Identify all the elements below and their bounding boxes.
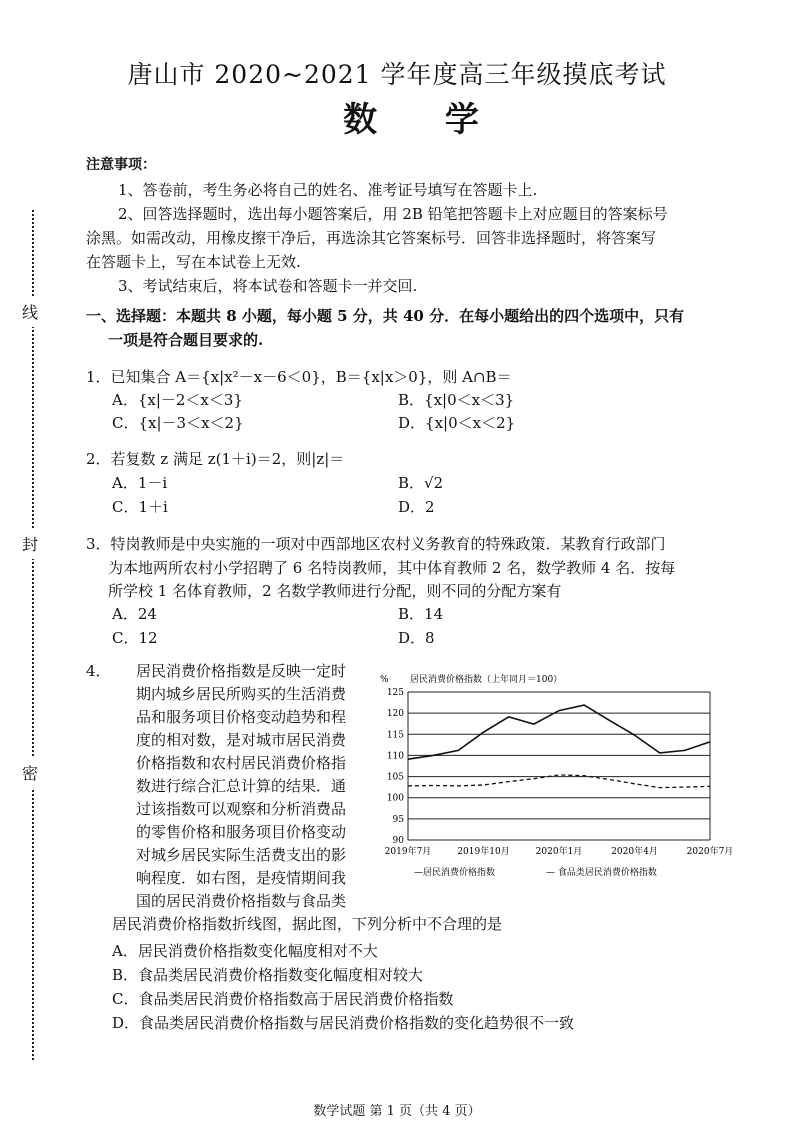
x-tick-label: 2019年7月: [384, 847, 432, 857]
q4-line: 居民消费价格指数是反映一定时: [136, 662, 347, 680]
q2-option-a: A．1－i: [112, 474, 168, 492]
q2-option-b: B．√2: [398, 474, 444, 492]
chart-title: 居民消费价格指数（上年同月＝100）: [410, 675, 563, 685]
q3-stem-cont: 为本地两所农村小学招聘了 6 名特岗教师，其中体育教师 2 名，数学教师 4 名．按每: [108, 559, 676, 577]
q4-line: 数进行综合汇总计算的结果．通: [136, 777, 347, 795]
y-tick-label: 120: [386, 709, 404, 720]
q4-line: 价格指数和农村居民消费价格指: [136, 754, 347, 772]
notice-line: 2、回答选择题时，选出每小题答案后，用 2B 铅笔把答题卡上对应题目的答案标号: [118, 205, 668, 223]
y-tick-label: 90: [392, 836, 404, 846]
q3-stem-cont: 所学校 1 名体育教师，2 名数学教师进行分配，则不同的分配方案有: [108, 582, 562, 600]
q4-line: 对城乡居民实际生活费支出的影: [136, 846, 347, 864]
q1-stem: 1．已知集合 A＝{x|x²－x－6＜0}，B＝{x|x＞0}，则 A∩B＝: [86, 368, 512, 386]
y-tick-label: 95: [392, 814, 404, 825]
q3-option-d: D．8: [398, 629, 435, 647]
cpi-line-chart: [376, 668, 748, 884]
q1-option-b: B．{x|0＜x＜3}: [398, 391, 515, 409]
y-tick-label: 115: [386, 730, 404, 741]
chart-y-unit: %: [380, 675, 389, 685]
q4-stem-tail: 居民消费价格指数折线图，据此图，下列分析中不合理的是: [112, 915, 503, 933]
q4-line: 国的居民消费价格指数与食品类: [136, 892, 347, 910]
margin-char-feng: 封: [22, 528, 38, 559]
x-tick-label: 2019年10月: [457, 847, 510, 857]
q2-option-d: D．2: [398, 498, 435, 516]
q4-line: 响程度．如右图，是疫情期间我: [136, 869, 347, 887]
q4-line: 品和服务项目价格变动趋势和程: [136, 708, 347, 726]
notice-line: 1、答卷前，考生务必将自己的姓名、准考证号填写在答题卡上.: [118, 181, 538, 199]
y-tick-label: 100: [386, 793, 404, 804]
subject-title: 数 学: [343, 100, 507, 140]
q4-line: 度的相对数，是对城市居民消费: [136, 731, 347, 749]
margin-char-mi: 密: [22, 757, 38, 788]
y-tick-label: 105: [386, 772, 404, 783]
q2-option-c: C．1＋i: [112, 498, 168, 516]
x-tick-label: 2020年1月: [535, 847, 583, 857]
q3-option-a: A．24: [112, 605, 157, 623]
q4-option-a: A．居民消费价格指数变化幅度相对不大: [112, 942, 378, 960]
q1-option-c: C．{x|－3＜x＜2}: [112, 414, 244, 432]
page-footer: 数学试题 第 1 页（共 4 页）: [313, 1104, 481, 1119]
notice-line: 3、考试结束后，将本试卷和答题卡一并交回.: [118, 277, 418, 295]
q4-option-d: D．食品类居民消费价格指数与居民消费价格指数的变化趋势很不一致: [112, 1014, 575, 1032]
margin-char-xian: 线: [22, 296, 38, 327]
q4-line: 期内城乡居民所购买的生活消费: [136, 685, 347, 703]
q3-stem: 3．特岗教师是中央实施的一项对中西部地区农村义务教育的特殊政策．某教育行政部门: [86, 535, 666, 553]
q1-option-a: A．{x|－2＜x＜3}: [112, 391, 243, 409]
binding-line: [32, 210, 34, 1060]
q2-stem: 2．若复数 z 满足 z(1＋i)＝2，则|z|＝: [86, 450, 345, 468]
y-tick-label: 110: [386, 751, 404, 762]
chart-legend-cpi: —居民消费价格指数: [414, 868, 496, 878]
q3-option-c: C．12: [112, 629, 158, 647]
q4-line: 的零售价格和服务项目价格变动: [136, 823, 347, 841]
x-tick-label: 2020年7月: [686, 847, 734, 857]
q4-line: 过该指数可以观察和分析消费品: [136, 800, 347, 818]
chart-legend-food: — 食品类居民消费价格指数: [546, 868, 657, 878]
section-heading-cont: 一项是符合题目要求的.: [108, 331, 264, 349]
q1-option-d: D．{x|0＜x＜2}: [398, 414, 516, 432]
notice-heading: 注意事项：: [86, 157, 156, 173]
notice-line: 在答题卡上，写在本试卷上无效.: [86, 253, 301, 271]
q4-wrap-text: [136, 660, 376, 913]
exam-title: 唐山市 2020~2021 学年度高三年级摸底考试: [127, 60, 667, 89]
y-tick-label: 125: [386, 688, 404, 698]
q4-number: 4．: [86, 662, 111, 680]
notice-line: 涂黑。如需改动，用橡皮擦干净后，再选涂其它答案标号．回答非选择题时，将答案写: [86, 229, 657, 247]
x-tick-label: 2020年4月: [611, 847, 658, 857]
q4-option-b: B．食品类居民消费价格指数变化幅度相对较大: [112, 966, 424, 984]
q3-option-b: B．14: [398, 605, 444, 623]
q4-option-c: C．食品类居民消费价格指数高于居民消费价格指数: [112, 990, 454, 1008]
section-heading: 一、选择题：本题共 8 小题，每小题 5 分，共 40 分．在每小题给出的四个选项中，只有: [86, 307, 685, 325]
